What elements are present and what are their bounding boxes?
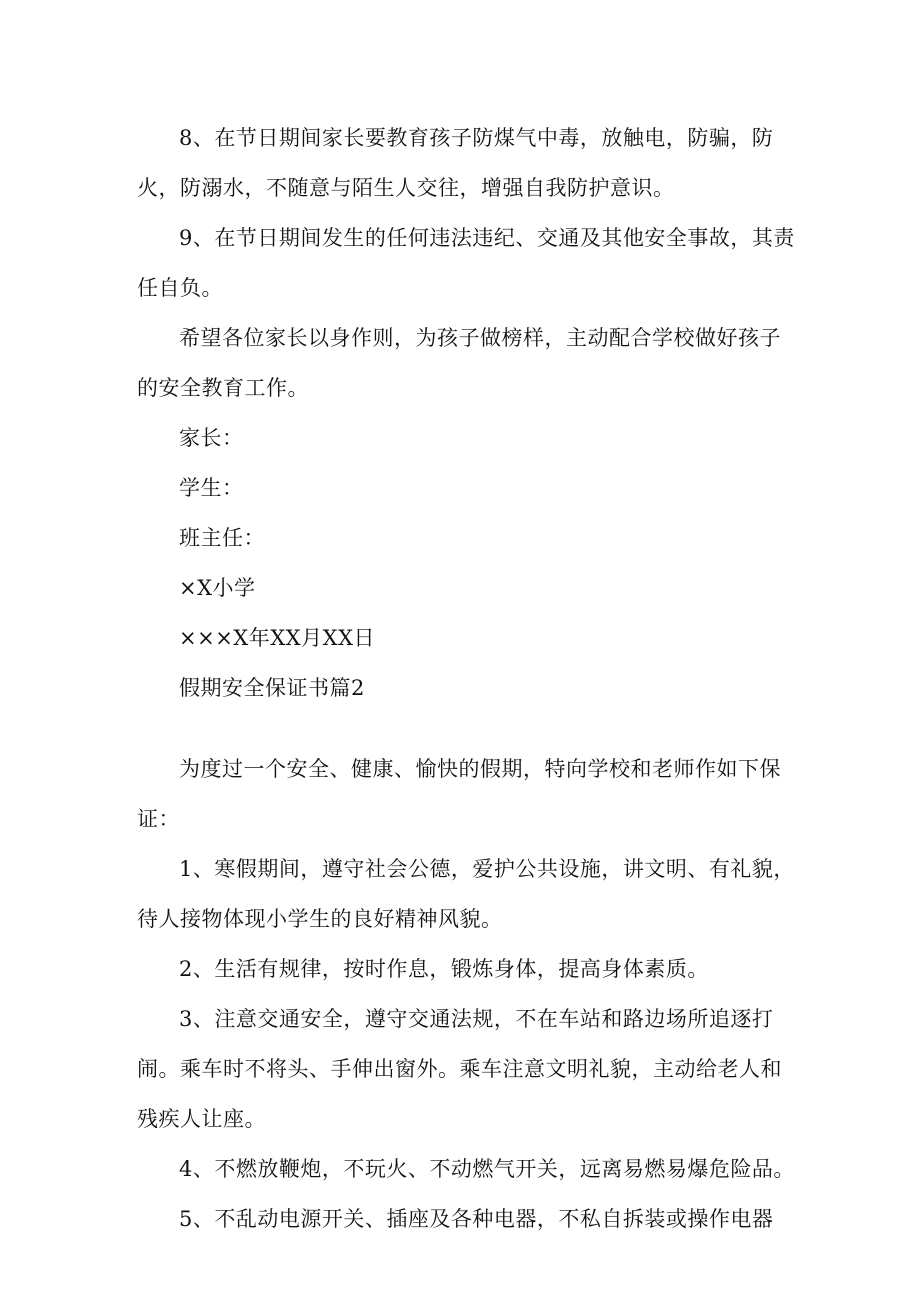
paragraph-item-2: 2、生活有规律，按时作息，锻炼身体，提高身体素质。 [179,957,709,981]
signature-parent: 家长： [179,426,244,450]
paragraph-item-5: 5、不乱动电源开关、插座及各种电器，不私自拆装或操作电器 [179,1207,774,1231]
paragraph-intro: 为度过一个安全、健康、愉快的假期，特向学校和老师作如下保证： [137,757,781,831]
section-gap [137,713,797,744]
paragraph-item-9: 9、在节日期间发生的任何违法违纪、交通及其他安全事故，其责任自负。 [137,226,795,300]
document-body [137,113,797,1244]
paragraph-closing-request: 希望各位家长以身作则，为孩子做榜样，主动配合学校做好孩子的安全教育工作。 [137,326,781,400]
paragraph-item-8: 8、在节日期间家长要教育孩子防煤气中毒，放触电，防骗，防火，防溺水，不随意与陌生人交往，增强自我防护意识。 [137,126,774,200]
paragraph-item-4: 4、不燃放鞭炮，不玩火、不动燃气开关，远离易燃易爆危险品。 [179,1157,795,1181]
signature-date: ×××X年XX月XX日 [179,626,376,650]
section-title: 假期安全保证书篇2 [179,676,365,700]
signature-teacher: 班主任： [179,526,265,550]
signature-student: 学生： [179,476,244,500]
paragraph-item-1: 1、寒假期间，遵守社会公德，爱护公共设施，讲文明、有礼貌，待人接物体现小学生的良好精神风貌。 [137,857,795,931]
paragraph-item-3: 3、注意交通安全，遵守交通法规，不在车站和路边场所追逐打闹。乘车时不将头、手伸出窗外。乘车注意文明礼貌，主动给老人和残疾人让座。 [137,1007,782,1131]
signature-school: ×X小学 [179,576,256,600]
